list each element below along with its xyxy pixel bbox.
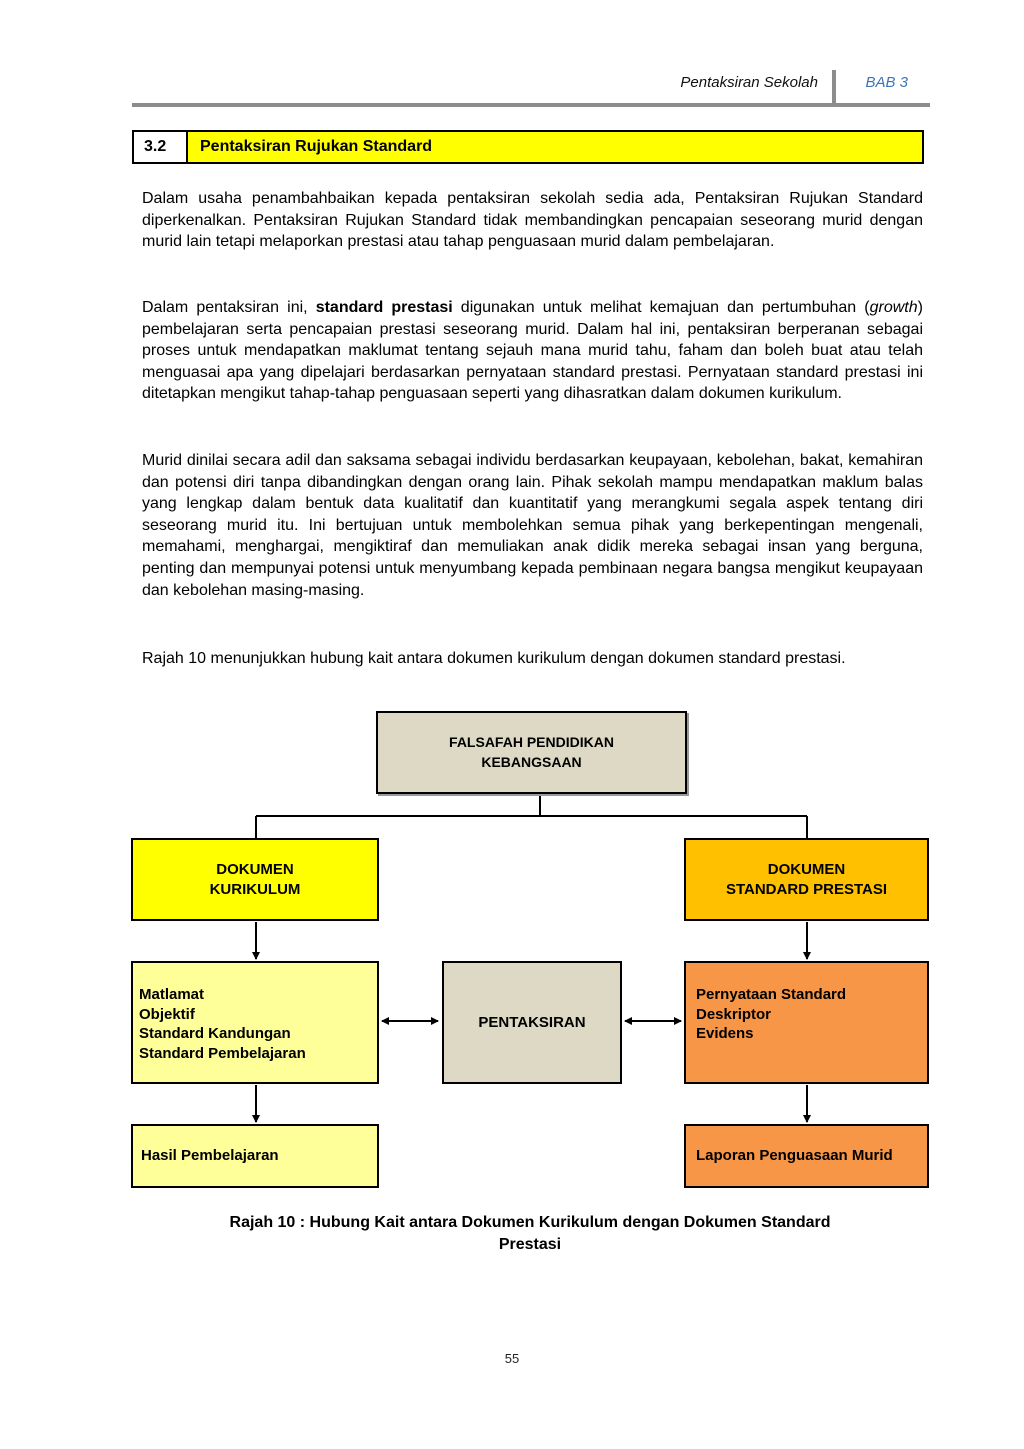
kurikulum-line-2: KURIKULUM xyxy=(209,880,301,898)
running-header-title: Pentaksiran Sekolah xyxy=(680,74,818,91)
section-number: 3.2 xyxy=(134,132,188,162)
kurikulum-item: Standard Kandungan xyxy=(139,1025,291,1042)
paragraph-2-bold-term: standard prestasi xyxy=(315,299,453,316)
figure-caption xyxy=(150,1212,910,1256)
laporan-penguasaan-box xyxy=(684,1124,929,1188)
pentaksiran-label: PENTAKSIRAN xyxy=(478,1013,586,1031)
laporan-label: Laporan Penguasaan Murid xyxy=(696,1147,893,1165)
hasil-label: Hasil Pembelajaran xyxy=(141,1147,279,1165)
caption-line-2: Prestasi xyxy=(498,1236,562,1253)
kurikulum-line-1: DOKUMEN xyxy=(216,861,294,878)
paragraph-2-text-a: Dalam pentaksiran ini, xyxy=(142,299,316,316)
caption-line-1: Rajah 10 : Hubung Kait antara Dokumen Kurikulum dengan Dokumen Standard xyxy=(229,1214,831,1231)
dokumen-kurikulum-box xyxy=(131,838,379,921)
standard-item: Deskriptor xyxy=(696,1005,772,1023)
paragraph-1: Dalam usaha penambahbaikan kepada pentaksiran sekolah sedia ada, Pentaksiran Rujukan Standard diperkenalkan. Pentaksiran Rujukan Standard tidak membandingkan pencapaian seseorang murid dengan murid lain tetapi melaporkan prestasi atau tahap penguasaan murid dalam pembelajaran. xyxy=(142,190,923,251)
standard-line-2: STANDARD PRESTASI xyxy=(725,880,888,898)
chapter-label: BAB 3 xyxy=(865,74,908,91)
standard-line-1: DOKUMEN xyxy=(767,861,846,878)
paragraph-2-italic-term: growth xyxy=(869,299,918,316)
page-number: 55 xyxy=(504,1351,520,1366)
kurikulum-contents-box xyxy=(131,961,379,1084)
paragraph-3: Murid dinilai secara adil dan saksama sebagai individu berdasarkan keupayaan, kebolehan, bakat, kemahiran dan potensi diri tanpa dibandingkan dengan orang lain. Pihak sekolah mampu mendapatkan maklum balas yang lengkap dalam bentuk data kualitatif dan kuantitatif yang merangkumi segala aspek tentang diri seseorang murid itu. Ini bertujuan untuk membolehkan semua pihak yang berkepentingan mengenali, memahami, menghargai, mengiktiraf dan memuliakan anak didik mereka sebagai insan yang berguna, penting dan mempunyai potensi untuk menyumbang kepada pembinaan negara bangsa mengikut keupayaan dan kebolehan masing-masing. xyxy=(142,452,923,599)
standard-item: Pernyataan Standard xyxy=(696,986,847,1003)
hasil-pembelajaran-box xyxy=(131,1124,379,1188)
pentaksiran-box xyxy=(442,961,622,1084)
kurikulum-item: Matlamat xyxy=(139,986,205,1003)
kurikulum-item: Objektif xyxy=(139,1005,195,1023)
falsafah-line-1: FALSAFAH PENDIDIKAN xyxy=(449,734,614,750)
paragraph-2-text-c: ) pembelajaran serta pencapaian prestasi seseorang murid. Dalam hal ini, pentaksiran berperanan sebagai proses untuk mendapatkan maklumat tentang sejauh mana murid tahu, faham dan boleh buat atau telah menguasai apa yang dipelajari berdasarkan pernyataan standard prestasi. Pernyataan standard prestasi ini ditetapkan mengikut tahap-tahap penguasaan seperti yang dihasratkan dalam dokumen kurikulum. xyxy=(142,299,923,403)
falsafah-box xyxy=(376,711,687,794)
standard-item: Evidens xyxy=(696,1025,754,1042)
dokumen-standard-prestasi-box xyxy=(684,838,929,921)
paragraph-2-text-b: digunakan untuk melihat kemajuan dan pertumbuhan ( xyxy=(452,299,870,316)
kurikulum-item: Standard Pembelajaran xyxy=(139,1044,306,1062)
standard-prestasi-contents-box xyxy=(684,961,929,1084)
paragraph-4: Rajah 10 menunjukkan hubung kait antara dokumen kurikulum dengan dokumen standard prestasi. xyxy=(142,650,846,667)
falsafah-line-2: KEBANGSAAN xyxy=(481,753,582,770)
section-title: Pentaksiran Rujukan Standard xyxy=(188,132,922,162)
